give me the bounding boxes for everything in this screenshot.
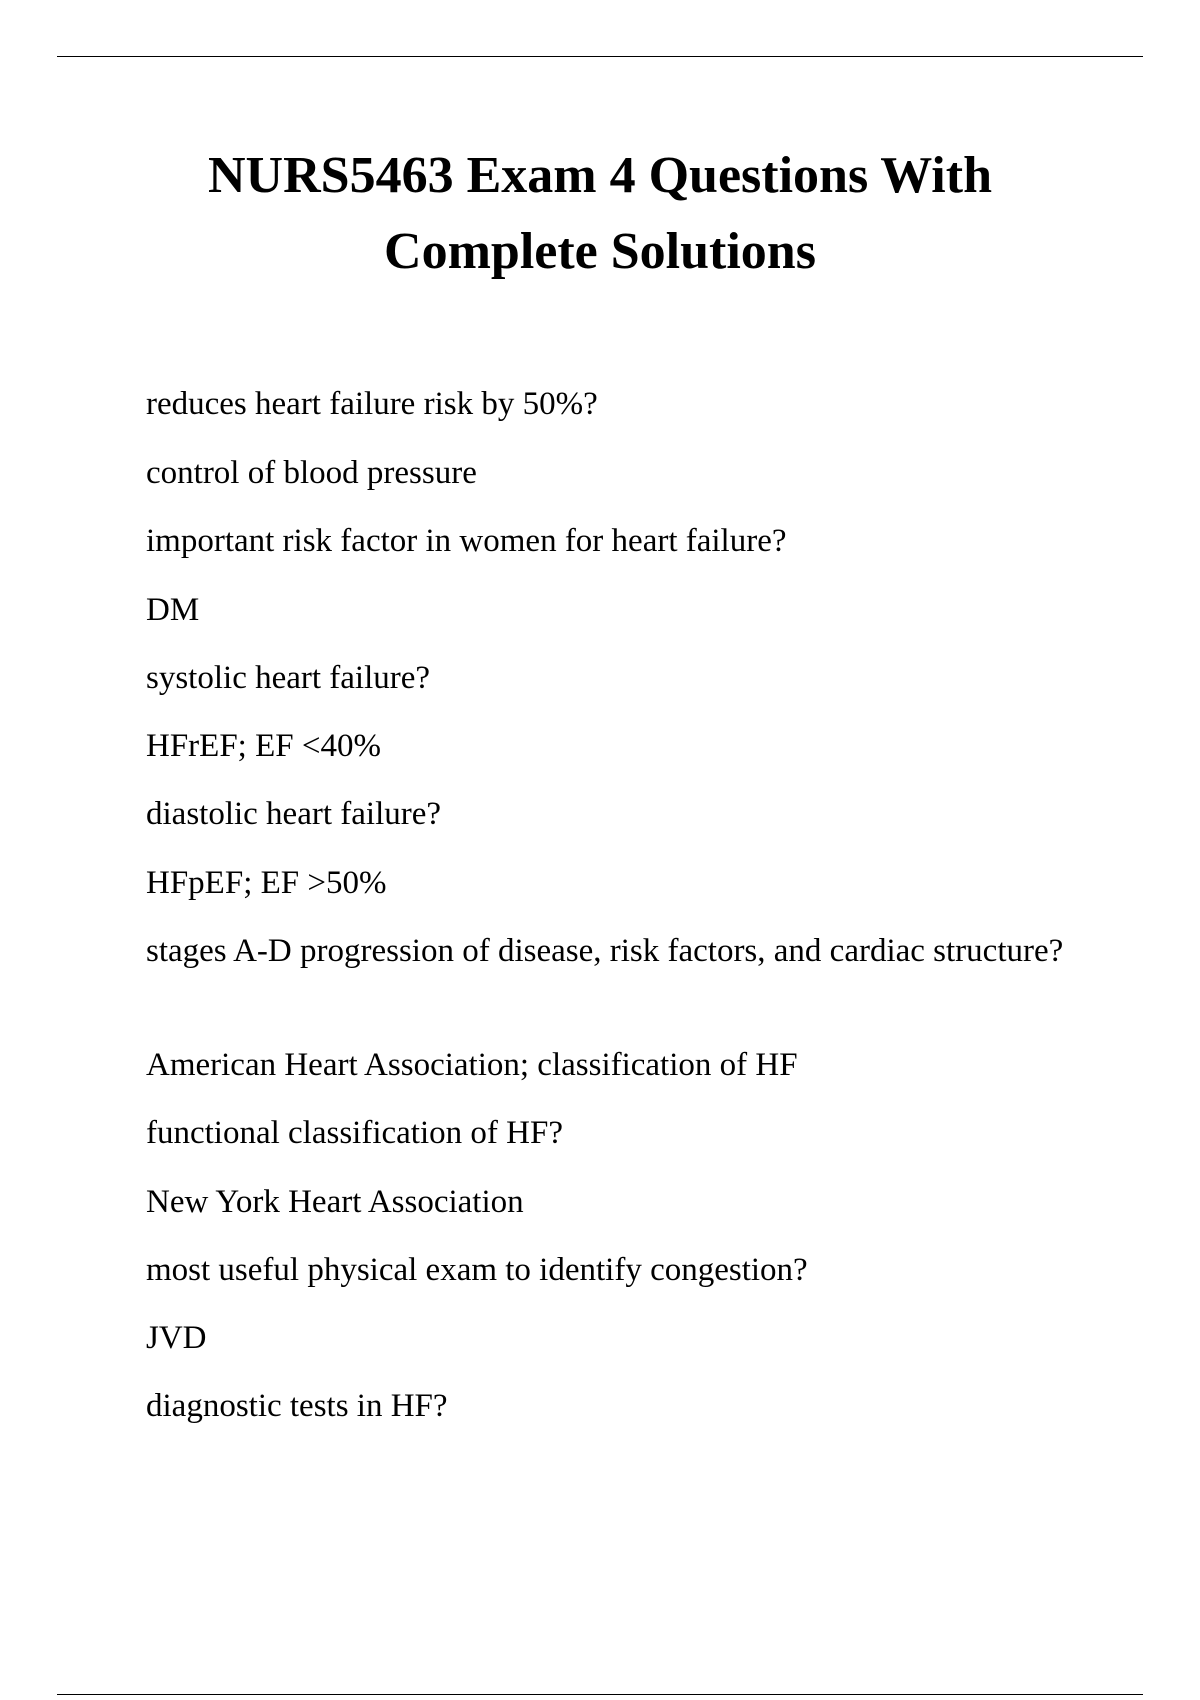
- answer-text: HFrEF; EF <40%: [146, 728, 381, 764]
- title-line-1: NURS5463 Exam 4 Questions With: [208, 147, 992, 204]
- question-text: important risk factor in women for heart failure?: [146, 523, 787, 559]
- question-text: diagnostic tests in HF?: [146, 1388, 448, 1424]
- document-title: [100, 138, 1100, 290]
- question-text: reduces heart failure risk by 50%?: [146, 386, 598, 422]
- question-text: systolic heart failure?: [146, 660, 431, 696]
- answer-text: JVD: [146, 1320, 207, 1356]
- answer-text: DM: [146, 592, 200, 628]
- question-text: most useful physical exam to identify congestion?: [146, 1252, 808, 1288]
- answer-text: New York Heart Association: [146, 1184, 524, 1220]
- answer-text: HFpEF; EF >50%: [146, 865, 387, 901]
- question-text: functional classification of HF?: [146, 1115, 563, 1151]
- answer-text: control of blood pressure: [146, 455, 477, 491]
- question-text: stages A-D progression of disease, risk factors, and cardiac structure?: [146, 933, 1064, 969]
- top-divider: [57, 56, 1143, 57]
- title-line-2: Complete Solutions: [384, 223, 816, 280]
- answer-text: American Heart Association; classification of HF: [146, 1047, 798, 1083]
- question-text: diastolic heart failure?: [146, 796, 442, 832]
- bottom-divider: [57, 1694, 1143, 1695]
